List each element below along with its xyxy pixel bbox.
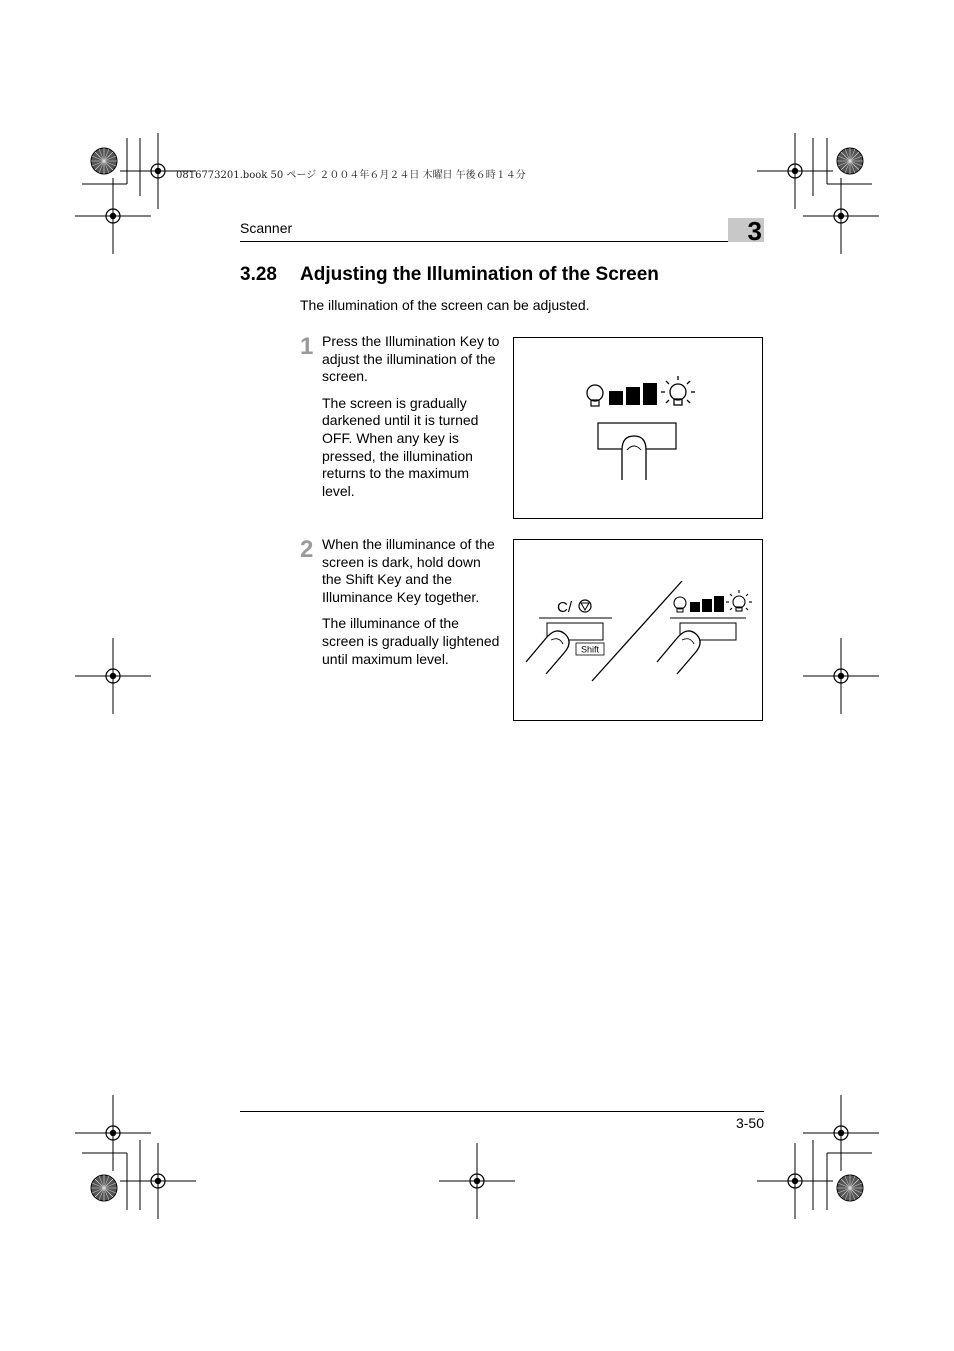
bright-bulb-icon	[661, 376, 695, 405]
level-bars-icon-small	[690, 596, 724, 612]
step-2-note: The illuminance of the screen is gradually lightened until maximum level.	[322, 615, 500, 667]
clear-stop-label: C/	[557, 599, 572, 616]
stop-icon	[579, 600, 591, 612]
section-title: Adjusting the Illumination of the Screen	[300, 264, 659, 285]
dim-bulb-icon-small	[674, 597, 686, 612]
print-info-line: 0816773201.book 50 ページ ２００４年６月２４日 木曜日 午後６時１４分	[176, 170, 526, 181]
step-1-instruction: Press the Illumination Key to adjust the illumination of the screen.	[322, 333, 500, 385]
level-bars-icon	[609, 383, 657, 405]
dim-bulb-icon	[587, 385, 603, 406]
header-rule	[240, 241, 764, 242]
figure-shift-illuminance	[513, 539, 763, 721]
page-number: 3-50	[735, 1115, 764, 1131]
bright-bulb-icon-small	[726, 590, 752, 611]
chapter-tab	[728, 216, 764, 246]
shift-illuminance-illustration	[514, 540, 762, 720]
left-finger-icon	[526, 631, 569, 674]
step-1-note: The screen is gradually darkened until it is turned OFF. When any key is pressed, the illumination returns to the maximum level.	[322, 394, 479, 499]
footer-rule	[240, 1111, 764, 1112]
illumination-key-illustration	[514, 338, 762, 518]
chapter-number: 3	[747, 216, 762, 246]
figure-illumination-key	[513, 337, 763, 519]
step-2-number: 2	[300, 536, 314, 563]
step-2-instruction: When the illuminance of the screen is dark, hold down the Shift Key and the Illuminance Key together.	[322, 536, 495, 605]
section-intro: The illumination of the screen can be adjusted.	[300, 297, 590, 313]
right-finger-icon	[657, 631, 700, 674]
running-header: Scanner	[240, 220, 293, 236]
step-1-text	[322, 333, 504, 509]
shift-label: Shift	[580, 644, 600, 655]
step-2-text	[322, 536, 504, 677]
finger-icon	[622, 436, 646, 480]
section-number: 3.28	[240, 264, 277, 285]
step-1-number: 1	[300, 333, 314, 360]
